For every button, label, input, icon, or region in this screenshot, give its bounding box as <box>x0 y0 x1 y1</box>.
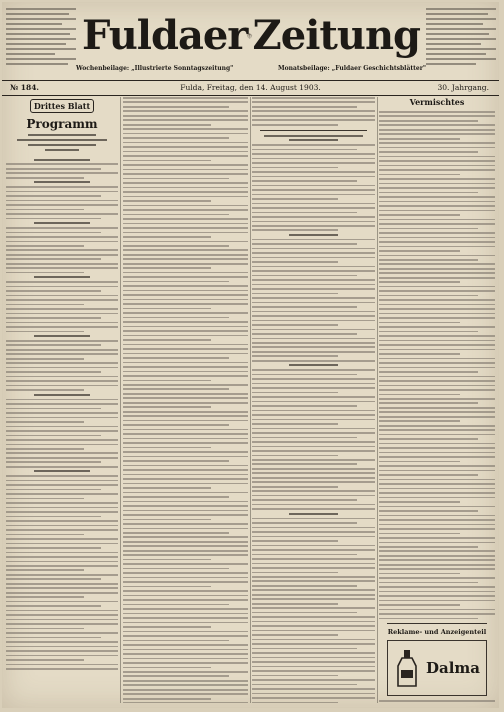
column-3 <box>252 97 375 703</box>
title-word-fuldaer: Fuldaer <box>82 12 248 59</box>
column-1 <box>6 97 118 703</box>
vermischtes-heading: Vermischtes <box>409 97 465 107</box>
title-word-zeitung: Zeitung <box>252 12 420 59</box>
reklame-heading: Reklame- und Anzeigenteil <box>387 628 487 637</box>
weekly-supplement: Wochenbeilage: „Illustrierte Sonntagszeitung" <box>76 65 234 72</box>
dateline-bar <box>2 80 499 96</box>
drittes-blatt-badge: Drittes Blatt <box>30 99 94 113</box>
dalma-advertisement <box>387 640 487 696</box>
dalma-brand-name: Dalma <box>425 659 481 678</box>
bottle-icon <box>394 648 420 688</box>
column-4 <box>379 97 495 703</box>
volume-year: 30. Jahrgang. <box>437 83 489 92</box>
newspaper-page <box>2 2 499 708</box>
issue-date: Fulda, Freitag, den 14. August 1903. <box>180 83 321 92</box>
issue-number: № 184. <box>10 83 40 92</box>
left-ear-text-block <box>6 8 76 70</box>
masthead <box>2 2 499 80</box>
right-ear-text-block <box>426 8 496 70</box>
column-rule <box>120 97 121 703</box>
supplement-line <box>76 65 426 77</box>
column-rule <box>250 97 251 703</box>
newspaper-title <box>82 6 420 66</box>
monthly-supplement: Monatsbeilage: „Fuldaer Geschichtsblätter" <box>277 65 426 72</box>
programm-heading: Programm <box>26 117 98 131</box>
column-rule <box>377 97 378 703</box>
column-2 <box>123 97 248 703</box>
